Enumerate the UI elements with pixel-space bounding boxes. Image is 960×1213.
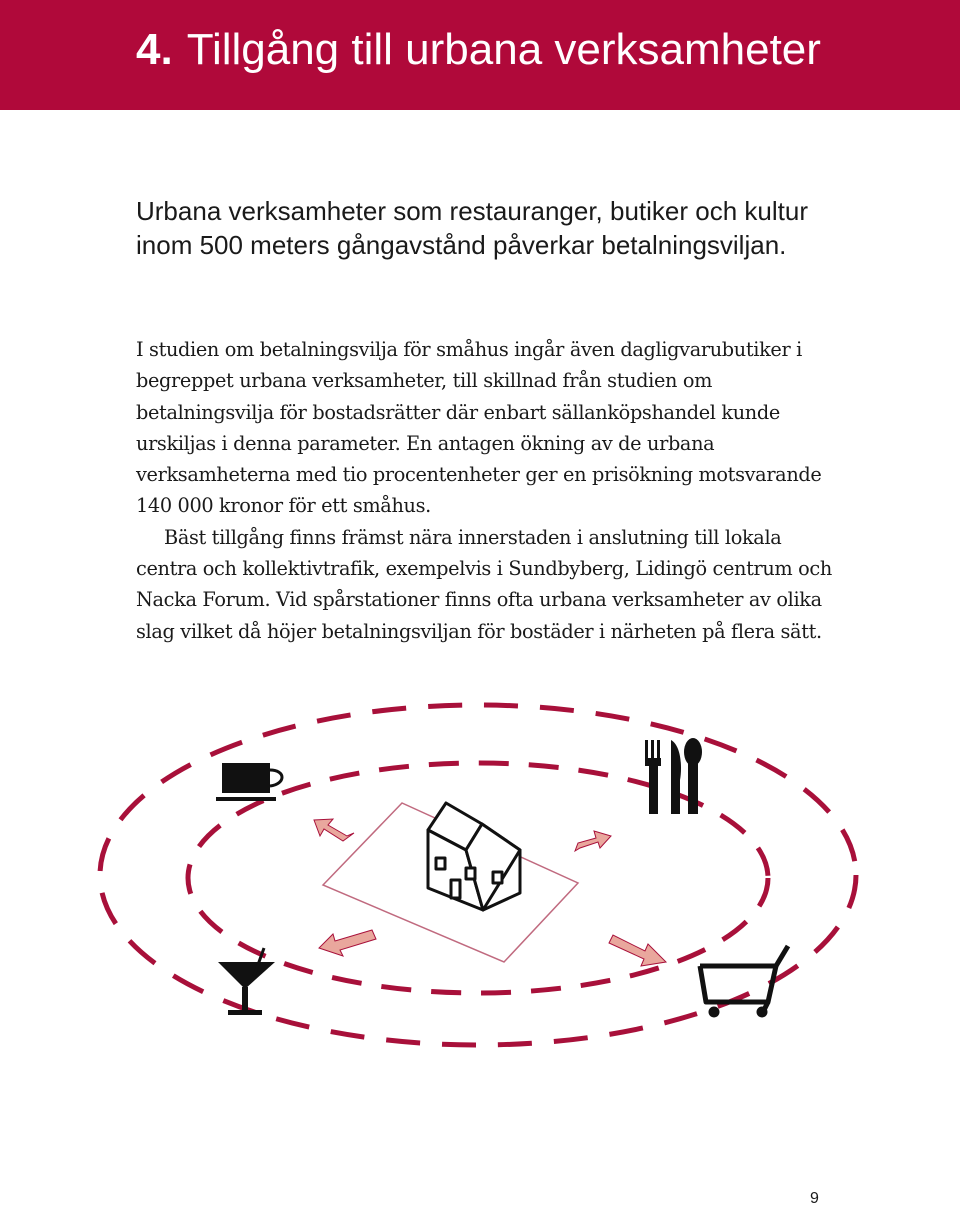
cocktail-glass-icon: [218, 948, 275, 1015]
arrow-down-right: [609, 935, 666, 966]
shopping-cart-icon: [700, 946, 788, 1015]
chapter-title: [136, 22, 821, 78]
cutlery-icon: [645, 738, 702, 814]
house-icon: [428, 803, 520, 910]
arrow-down-left: [319, 930, 376, 956]
lead-paragraph: Urbana verksamheter som restauranger, butiker och kultur inom 500 meters gångavstånd påverkar betalningsviljan.: [136, 196, 808, 260]
chapter-title-text: Tillgång till urbana verksamheter: [186, 25, 821, 74]
body-paragraph-1: I studien om betalningsvilja för småhus ingår även dagligvarubutiker i begreppet urbana verksamheter, till skillnad från studien om betalningsvilja för bostadsrätter där enbart sällanköpshandel kunde urskiljas i denna parameter. En antagen ökning av de urbana verksamheterna med tio procentenheter ger en prisökning motsvarande 140 000 kronor för ett småhus.: [136, 338, 822, 518]
chapter-header: [0, 0, 960, 110]
body-text: [136, 334, 836, 647]
page-number: 9: [810, 1190, 819, 1207]
chapter-number: 4.: [136, 25, 173, 74]
walking-distance-illustration: [0, 700, 960, 1070]
coffee-cup-icon: [216, 763, 282, 801]
body-paragraph-2: Bäst tillgång finns främst nära innerstaden i anslutning till lokala centra och kollektivtrafik, exempelvis i Sundbyberg, Lidingö centrum och Nacka Forum. Vid spårstationer finns ofta urbana verksamheter av olika slag vilket då höjer betalningsviljan för bostäder i närheten på flera sätt.: [136, 525, 832, 643]
arrow-up-right: [575, 831, 611, 851]
arrow-up-left: [314, 819, 354, 841]
